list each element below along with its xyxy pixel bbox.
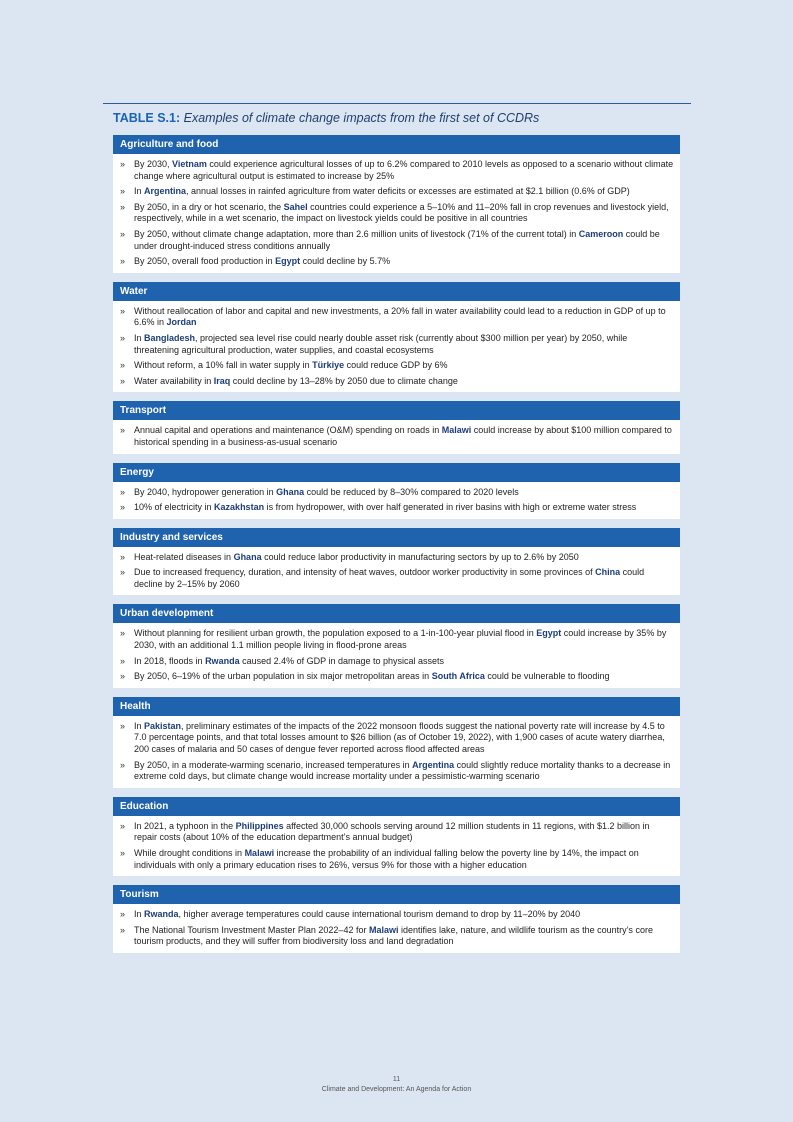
country-name: China <box>595 567 621 578</box>
text-segment: increase the probability of an individual falling below the poverty line by 14%, the impact on individuals with only a primary education rises to 26%, versus 9% for those with a higher education <box>134 848 639 870</box>
section-header: Energy <box>113 463 680 482</box>
bullet-icon: » <box>120 655 126 666</box>
text-segment: could decline by 2–15% by 2060 <box>134 567 645 589</box>
bullet-icon: » <box>120 228 126 239</box>
list-item <box>119 909 674 921</box>
bullet-icon: » <box>120 305 126 316</box>
list-item <box>119 567 674 590</box>
table-title <box>113 111 683 125</box>
item-text <box>134 202 674 225</box>
country-name: Ghana <box>276 486 305 497</box>
text-segment: By 2050, in a moderate-warming scenario, increased temperatures in <box>134 759 413 770</box>
text-segment: Water availability in <box>134 375 214 386</box>
table-section <box>113 401 680 453</box>
item-text <box>134 306 674 329</box>
table-section <box>113 885 680 953</box>
text-segment: Heat-related diseases in <box>134 551 234 562</box>
text-segment: could slightly reduce mortality thanks to a decrease in extreme cold days, but climate change would increase mortality under a pessimistic-warming scenario <box>134 759 671 782</box>
section-header: Health <box>113 697 680 716</box>
text-segment: could increase by about $100 million compared to historical spending in a business-as-usual scenario <box>134 425 672 447</box>
text-segment: In 2021, a typhoon in the <box>134 820 236 831</box>
text-segment: In <box>134 720 145 731</box>
item-text <box>134 671 674 683</box>
country-name: Cameroon <box>578 228 624 239</box>
bullet-icon: » <box>120 720 126 731</box>
item-text <box>134 821 674 844</box>
country-name: Egypt <box>275 256 301 267</box>
country-name: Vietnam <box>172 159 207 169</box>
section-header: Water <box>113 282 680 301</box>
bullet-icon: » <box>120 567 126 578</box>
item-text <box>134 656 674 668</box>
list-item <box>119 925 674 948</box>
text-segment: Without planning for resilient urban growth, the population exposed to a 1-in-100-year pluvial flood in <box>134 628 537 639</box>
text-segment: countries could experience a 5–10% and 11–20% fall in crop revenues and livestock yield, respectively, while in a wet scenario, the impact on livestock yields could be positive in all countries <box>134 201 669 224</box>
list-item <box>119 425 674 448</box>
text-segment: In <box>134 332 145 343</box>
item-text <box>134 502 674 514</box>
section-body <box>113 482 680 519</box>
footer-title: Climate and Development: An Agenda for Action <box>321 1086 472 1093</box>
text-segment: , higher average temperatures could cause international tourism demand to drop by 11–20% by 2040 <box>178 909 581 920</box>
bullet-icon: » <box>120 486 126 497</box>
text-segment: In <box>134 186 145 197</box>
text-segment: could decline by 5.7% <box>300 256 391 267</box>
list-item <box>119 360 674 372</box>
list-item <box>119 721 674 756</box>
text-segment: By 2030, <box>134 159 173 169</box>
text-segment: could increase by 35% by 2030, with an additional 1.1 million people living in flood-prone areas <box>134 628 667 651</box>
page-number: 11 <box>392 1076 401 1083</box>
list-item <box>119 671 674 683</box>
section-body <box>113 623 680 687</box>
top-rule <box>103 103 691 104</box>
list-item <box>119 487 674 499</box>
bullet-icon: » <box>120 909 126 920</box>
section-body <box>113 904 680 953</box>
list-item <box>119 186 674 198</box>
text-segment: By 2050, without climate change adaptation, more than 2.6 million units of livestock (71% of the current total) in <box>134 228 579 239</box>
text-segment: could reduce GDP by 6% <box>344 360 448 371</box>
table-section <box>113 797 680 876</box>
item-text <box>134 256 674 268</box>
list-item <box>119 628 674 651</box>
item-text <box>134 333 674 356</box>
country-name: Rwanda <box>205 655 240 666</box>
text-segment: Annual capital and operations and maintenance (O&M) spending on roads in <box>134 425 442 436</box>
text-segment: identifies lake, nature, and wildlife tourism as the country’s core tourism products, and they will suffer from biodiversity loss and land degradation <box>134 924 653 947</box>
text-segment: In 2018, floods in <box>134 655 206 666</box>
table-section <box>113 282 680 393</box>
section-header: Transport <box>113 401 680 420</box>
country-name: Rwanda <box>144 909 179 920</box>
section-header: Education <box>113 797 680 816</box>
list-item <box>119 202 674 225</box>
table-section <box>113 604 680 687</box>
country-name: Iraq <box>213 375 231 386</box>
item-text <box>134 487 674 499</box>
country-name: Sahel <box>283 201 308 212</box>
item-text <box>134 925 674 948</box>
item-text <box>134 848 674 871</box>
bullet-icon: » <box>120 551 126 562</box>
bullet-icon: » <box>120 159 126 169</box>
country-name: Malawi <box>368 924 399 935</box>
item-text <box>134 186 674 198</box>
text-segment: By 2050, overall food production in <box>134 256 276 267</box>
text-segment: Without reform, a 10% fall in water supply in <box>134 360 313 371</box>
item-text <box>134 159 674 182</box>
country-name: Argentina <box>412 759 455 770</box>
list-item <box>119 848 674 871</box>
list-item <box>119 306 674 329</box>
list-item <box>119 821 674 844</box>
list-item <box>119 333 674 356</box>
item-text <box>134 360 674 372</box>
text-segment: Without reallocation of labor and capital and new investments, a 20% fall in water availability could lead to a reduction in GDP of up to 6.6% in <box>134 305 666 328</box>
text-segment: By 2050, 6–19% of the urban population in six major metropolitan areas in <box>134 671 432 682</box>
table-section <box>113 463 680 519</box>
text-segment: , preliminary estimates of the impacts of the 2022 monsoon floods suggest the national poverty rate will increase by 4.5 to 7.0 percentage points, and that total losses amount to $26 billion (as of October 19, 2022), with 1,900 cases of acute watery diarrhea, 200 cases of malaria and 50 cases of dengue fever reported across flood affected areas <box>134 720 665 755</box>
item-text <box>134 552 674 564</box>
text-segment: could be vulnerable to flooding <box>484 671 610 682</box>
country-name: Malawi <box>244 848 275 858</box>
section-body <box>113 716 680 788</box>
country-name: Egypt <box>536 628 562 639</box>
list-item <box>119 229 674 252</box>
section-body <box>113 301 680 393</box>
table-caption: Examples of climate change impacts from the first set of CCDRs <box>183 111 540 125</box>
text-segment: could reduce labor productivity in manufacturing sectors by up to 2.6% by 2050 <box>261 551 579 562</box>
country-name: Philippines <box>235 820 284 831</box>
list-item <box>119 159 674 182</box>
table-label: TABLE S.1: <box>113 111 181 125</box>
item-text <box>134 567 674 590</box>
list-item <box>119 256 674 268</box>
list-item <box>119 656 674 668</box>
item-text <box>134 376 674 388</box>
text-segment: , projected sea level rise could nearly double asset risk (currently about $300 million per year) by 2050, while threatening agricultural production, water supplies, and coastal ecosystems <box>134 332 628 355</box>
text-segment: could decline by 13–28% by 2050 due to climate change <box>230 375 458 386</box>
country-name: Bangladesh <box>144 332 196 343</box>
text-segment: In <box>134 909 145 920</box>
text-segment: While drought conditions in <box>134 848 245 858</box>
bullet-icon: » <box>120 848 126 858</box>
list-item <box>119 376 674 388</box>
table-section <box>113 135 680 273</box>
bullet-icon: » <box>120 201 126 212</box>
country-name: Türkiye <box>312 360 345 371</box>
bullet-icon: » <box>120 425 126 436</box>
text-segment: caused 2.4% of GDP in damage to physical assets <box>239 655 445 666</box>
bullet-icon: » <box>120 256 126 267</box>
text-segment: could be reduced by 8–30% compared to 2020 levels <box>304 486 519 497</box>
country-name: Argentina <box>144 186 187 197</box>
bullet-icon: » <box>120 332 126 343</box>
list-item <box>119 502 674 514</box>
item-text <box>134 229 674 252</box>
list-item <box>119 760 674 783</box>
item-text <box>134 628 674 651</box>
text-segment: Due to increased frequency, duration, and intensity of heat waves, outdoor worker productivity in some provinces of <box>134 567 596 578</box>
text-segment: could be under drought-induced stress conditions annually <box>134 228 660 251</box>
item-text <box>134 721 674 756</box>
bullet-icon: » <box>120 375 126 386</box>
section-body <box>113 154 680 273</box>
text-segment: The National Tourism Investment Master Plan 2022–42 for <box>134 924 369 935</box>
country-name: Jordan <box>166 317 197 328</box>
bullet-icon: » <box>120 502 126 513</box>
text-segment: is from hydropower, with over half generated in river basins with high or extreme water stress <box>264 502 637 513</box>
item-text <box>134 760 674 783</box>
section-header: Industry and services <box>113 528 680 547</box>
text-segment: , annual losses in rainfed agriculture from water deficits or excesses are estimated at $2.1 billion (0.6% of GDP) <box>186 186 630 197</box>
item-text <box>134 909 674 921</box>
text-segment: By 2040, hydropower generation in <box>134 486 277 497</box>
text-segment: 10% of electricity in <box>134 502 215 513</box>
country-name: South Africa <box>431 671 485 682</box>
table-section <box>113 528 680 596</box>
text-segment: affected 30,000 schools serving around 12 million students in 11 regions, with $1.2 billion in repair costs (about 10% of the education department’s annual budget) <box>134 820 650 843</box>
section-header: Tourism <box>113 885 680 904</box>
list-item <box>119 552 674 564</box>
section-body <box>113 420 680 453</box>
section-body <box>113 816 680 876</box>
section-header: Urban development <box>113 604 680 623</box>
country-name: Pakistan <box>144 720 182 731</box>
table-section <box>113 697 680 788</box>
bullet-icon: » <box>120 820 126 831</box>
country-name: Ghana <box>233 551 262 562</box>
text-segment: could experience agricultural losses of up to 6.2% compared to 2010 levels as opposed to a scenario without climate change where agricultural output is estimated to increase by 25% <box>134 159 674 181</box>
item-text <box>134 425 674 448</box>
impacts-table <box>113 135 680 962</box>
bullet-icon: » <box>120 628 126 639</box>
text-segment: By 2050, in a dry or hot scenario, the <box>134 201 284 212</box>
country-name: Kazakhstan <box>214 502 265 513</box>
section-header: Agriculture and food <box>113 135 680 154</box>
bullet-icon: » <box>120 360 126 371</box>
section-body <box>113 547 680 596</box>
bullet-icon: » <box>120 759 126 770</box>
bullet-icon: » <box>120 671 126 682</box>
bullet-icon: » <box>120 186 126 197</box>
country-name: Malawi <box>441 425 472 436</box>
bullet-icon: » <box>120 924 126 935</box>
